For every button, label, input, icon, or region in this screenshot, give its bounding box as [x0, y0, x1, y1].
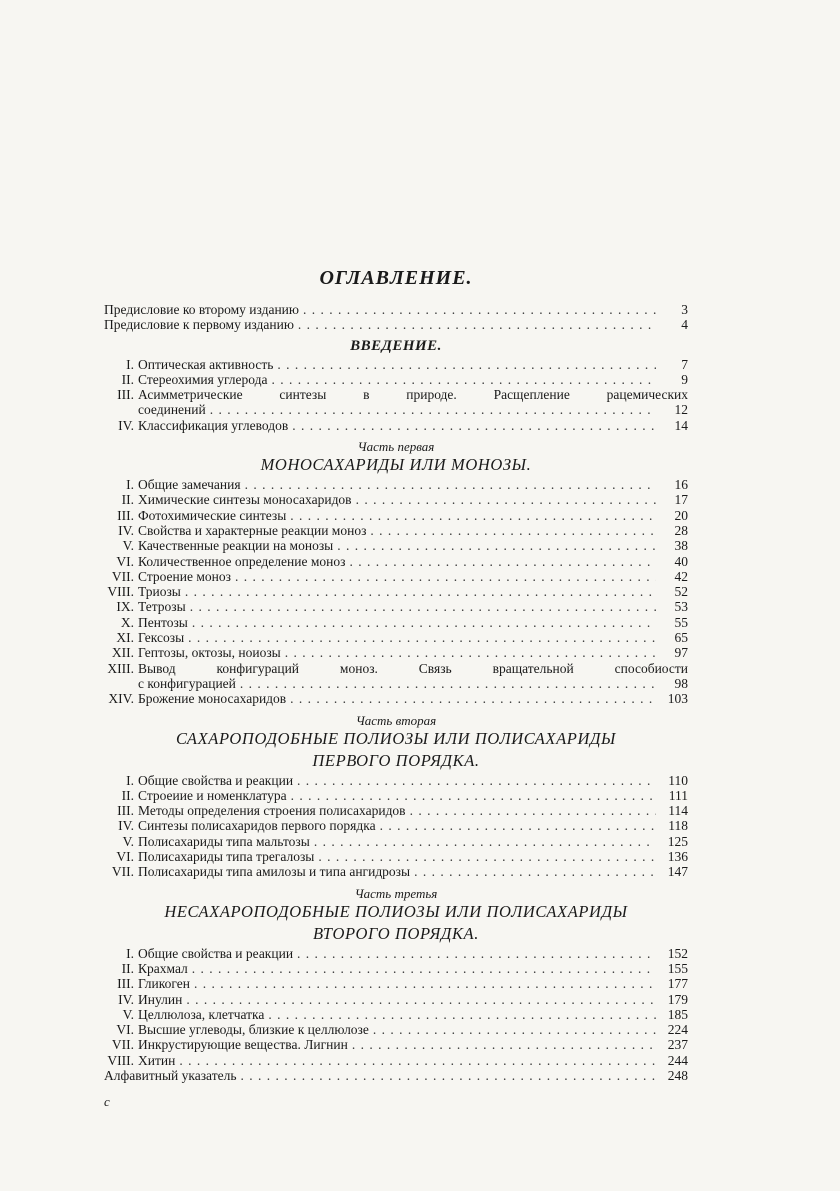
entry-number: XI. [116, 630, 134, 646]
leader-dots [285, 645, 656, 660]
leader-dots [192, 961, 656, 976]
entry-number: I. [126, 477, 134, 493]
entry-number: X. [120, 614, 134, 630]
entry-page: 125 [667, 833, 688, 849]
entry-label: Гексозы [138, 630, 185, 646]
entry-page: 3 [681, 302, 688, 317]
leader-dots [210, 402, 656, 417]
entry-number: VI. [116, 1022, 134, 1038]
entry-page: 248 [667, 1067, 688, 1083]
toc-entry[interactable] [104, 387, 688, 402]
toc-entry[interactable] [104, 773, 688, 788]
part3-title-line1: НЕСАХАРОПОДОБНЫЕ ПОЛИОЗЫ ИЛИ ПОЛИСАХАРИДЫ [164, 901, 628, 921]
entry-number: IX. [116, 599, 134, 615]
entry-label: Классификация углеводов [138, 417, 289, 433]
leader-dots [272, 372, 656, 387]
entry-number: V. [122, 1006, 134, 1022]
leader-dots [290, 691, 656, 706]
entry-number: I. [126, 356, 134, 372]
entry-number: III. [117, 976, 134, 992]
toc-entry[interactable] [104, 477, 688, 492]
entry-label: Инкрустирующие вещества. Лигнин [138, 1037, 348, 1053]
leader-dots [240, 1068, 656, 1083]
prefaces-list [104, 302, 688, 333]
entry-page: 38 [674, 538, 688, 554]
entry-number: III. [117, 507, 134, 523]
toc-entry[interactable] [104, 834, 688, 849]
leader-dots [268, 1007, 656, 1022]
leader-dots [190, 599, 656, 614]
leader-dots [291, 788, 656, 803]
part2-title-line1: САХАРОПОДОБНЫЕ ПОЛИОЗЫ ИЛИ ПОЛИСАХАРИДЫ [175, 728, 617, 748]
entry-label: Общие свойства и реакции [138, 772, 294, 788]
entry-label: Оптическая активность [138, 356, 274, 372]
toc-entry-continuation[interactable] [104, 402, 688, 417]
toc-entry[interactable] [104, 992, 688, 1007]
leader-dots [414, 864, 656, 879]
toc-entry[interactable] [104, 976, 688, 991]
entry-label: Крахмал [138, 960, 188, 976]
entry-page: 185 [667, 1006, 688, 1022]
entry-page: 111 [668, 787, 688, 803]
leader-dots [297, 946, 656, 961]
entry-number: VII. [111, 568, 134, 584]
entry-label: Фотохимические синтезы [138, 507, 287, 523]
entry-page: 9 [681, 371, 688, 387]
entry-page: 114 [668, 803, 688, 819]
entry-page: 16 [674, 477, 688, 493]
entry-page: 177 [667, 976, 688, 992]
toc-entry[interactable] [104, 418, 688, 433]
entry-page: 17 [674, 492, 688, 508]
entry-label: Общие свойства и реакции [138, 945, 294, 961]
entry-label: Общие замечания [138, 477, 241, 493]
entry-page: 28 [674, 522, 688, 538]
entry-number: III. [117, 387, 134, 403]
leader-dots [356, 492, 656, 507]
toc-content [104, 264, 688, 1083]
entry-page: 65 [674, 630, 688, 646]
entry-label: Гептозы, октозы, ноиозы [138, 645, 281, 661]
entry-page: 179 [667, 991, 688, 1007]
index-list [104, 1068, 688, 1083]
toc-entry[interactable] [104, 615, 688, 630]
entry-page: 53 [674, 599, 688, 615]
entry-label: Строеиие и номенклатура [138, 787, 287, 803]
entry-label: Строение моноз [138, 568, 231, 584]
toc-entry[interactable] [104, 508, 688, 523]
entry-page: 4 [681, 317, 688, 333]
entry-label: Полисахариды типа трегалозы [138, 849, 315, 865]
entry-label: Брожение моносахаридов [138, 691, 287, 707]
toc-entry[interactable] [104, 569, 688, 584]
part2-title-line2: ПЕРВОГО ПОРЯДКА. [312, 750, 480, 770]
entry-number: XIV. [108, 691, 134, 707]
toc-entry[interactable] [104, 661, 688, 676]
part2-list [104, 773, 688, 880]
toc-entry[interactable] [104, 818, 688, 833]
page-title: ОГЛАВЛЕНИЕ. [319, 267, 473, 289]
entry-number: IV. [118, 991, 134, 1007]
entry-number: VIII. [107, 1052, 134, 1068]
entry-label: Полисахариды типа мальтозы [138, 833, 310, 849]
entry-label: Хитин [138, 1052, 176, 1068]
entry-page: 136 [667, 849, 688, 865]
entry-label: Гликоген [138, 976, 190, 992]
entry-page: 224 [667, 1022, 688, 1038]
entry-label: Вывод конфигураций моноз. Связь вращательной способиости [138, 660, 688, 676]
toc-entry[interactable] [104, 584, 688, 599]
toc-entry-index[interactable] [104, 1068, 688, 1083]
entry-page: 20 [674, 507, 688, 523]
entry-number: III. [117, 803, 134, 819]
entry-page: 42 [674, 568, 688, 584]
leader-dots [303, 302, 656, 317]
entry-number: II. [121, 787, 134, 803]
entry-page: 118 [668, 818, 688, 834]
entry-page: 98 [674, 675, 688, 691]
entry-number: VII. [111, 1037, 134, 1053]
part1-label: Часть первая [357, 439, 435, 455]
entry-page: 237 [667, 1037, 688, 1053]
entry-number: V. [122, 833, 134, 849]
toc-entry[interactable] [104, 630, 688, 645]
leader-dots [297, 773, 656, 788]
entry-number: I. [126, 772, 134, 788]
leader-dots [194, 976, 656, 991]
leader-dots [240, 676, 656, 691]
entry-label: Свойства и характерные реакции моноз [138, 522, 367, 538]
leader-dots [298, 317, 656, 332]
part3-list [104, 946, 688, 1068]
entry-label: Высшие углеводы, близкие к целлюлозе [138, 1022, 369, 1038]
entry-page: 40 [674, 553, 688, 569]
leader-dots [186, 992, 656, 1007]
entry-number: V. [122, 538, 134, 554]
entry-number: IV. [118, 818, 134, 834]
toc-entry[interactable] [104, 803, 688, 818]
entry-number: VI. [116, 849, 134, 865]
entry-label: Химические синтезы моносахаридов [138, 492, 352, 508]
entry-label: Качественные реакции на монозы [138, 538, 334, 554]
entry-page: 12 [674, 402, 688, 418]
entry-page: 244 [667, 1052, 688, 1068]
toc-entry[interactable] [104, 645, 688, 660]
part2-label: Часть вторая [355, 712, 437, 728]
entry-number: I. [126, 945, 134, 961]
entry-page: 155 [667, 960, 688, 976]
toc-entry[interactable] [104, 691, 688, 706]
leader-dots [352, 1037, 656, 1052]
entry-number: II. [121, 960, 134, 976]
intro-title: ВВЕДЕНИЕ. [350, 337, 442, 354]
entry-number: IV. [118, 417, 134, 433]
entry-page: 103 [667, 691, 688, 707]
leader-dots [235, 569, 656, 584]
toc-entry[interactable] [104, 523, 688, 538]
leader-dots [192, 615, 656, 630]
entry-label: Методы определения строения полисахаридов [138, 803, 406, 819]
leader-dots [179, 1053, 656, 1068]
entry-label: Пентозы [138, 614, 188, 630]
entry-page: 7 [681, 356, 688, 372]
leader-dots [337, 538, 656, 553]
toc-entry[interactable] [104, 1053, 688, 1068]
entry-number: IV. [118, 522, 134, 538]
entry-page: 110 [668, 772, 688, 788]
entry-label: Инулин [138, 991, 183, 1007]
leader-dots [185, 584, 656, 599]
entry-number: XIII. [107, 660, 134, 676]
toc-entry[interactable] [104, 317, 688, 332]
entry-label: Целлюлоза, клетчатка [138, 1006, 265, 1022]
leader-dots [292, 418, 656, 433]
toc-entry[interactable] [104, 788, 688, 803]
leader-dots [314, 834, 656, 849]
entry-label: Стереохимия углерода [138, 371, 268, 387]
leader-dots [370, 523, 656, 538]
toc-entry[interactable] [104, 302, 688, 317]
toc-entry[interactable] [104, 1037, 688, 1052]
toc-entry[interactable] [104, 372, 688, 387]
entry-label: Количественное определение моноз [138, 553, 346, 569]
leader-dots [380, 818, 656, 833]
entry-page: 97 [674, 645, 688, 661]
leader-dots [290, 508, 656, 523]
entry-number: VI. [116, 553, 134, 569]
entry-number: VII. [111, 864, 134, 880]
toc-entry[interactable] [104, 599, 688, 614]
entry-page: 152 [667, 945, 688, 961]
leader-dots [373, 1022, 656, 1037]
entry-page: 52 [674, 584, 688, 600]
part1-title: МОНОСАХАРИДЫ ИЛИ МОНОЗЫ. [260, 455, 532, 475]
toc-entry[interactable] [104, 849, 688, 864]
entry-number: II. [121, 371, 134, 387]
toc-entry[interactable] [104, 946, 688, 961]
entry-number: XII. [111, 645, 134, 661]
toc-entry[interactable] [104, 492, 688, 507]
entry-label: Синтезы полисахаридов первого порядка [138, 818, 376, 834]
leader-dots [188, 630, 656, 645]
part3-label: Часть третья [354, 885, 438, 901]
entry-page: 147 [667, 864, 688, 880]
toc-entry[interactable] [104, 538, 688, 553]
entry-label: Предисловие к первому изданию [104, 317, 294, 333]
entry-label-continuation: соединений [138, 402, 206, 418]
toc-entry[interactable] [104, 864, 688, 879]
footer-mark: с [104, 1094, 110, 1109]
entry-number: II. [121, 492, 134, 508]
toc-entry[interactable] [104, 961, 688, 976]
entry-label: Триозы [138, 584, 181, 600]
intro-list [104, 357, 688, 433]
entry-label: Полисахариды типа амилозы и типа ангидрозы [138, 864, 411, 880]
entry-page: 14 [674, 417, 688, 433]
toc-entry[interactable] [104, 554, 688, 569]
part1-list [104, 477, 688, 706]
leader-dots [349, 554, 656, 569]
leader-dots [410, 803, 656, 818]
entry-label: Тетрозы [138, 599, 186, 615]
entry-label-continuation: с конфигурацией [138, 675, 236, 691]
entry-label: Предисловие ко второму изданию [104, 302, 299, 317]
entry-number: VIII. [107, 584, 134, 600]
leader-dots [277, 357, 656, 372]
leader-dots [245, 477, 656, 492]
entry-label: Асимметрические синтезы в природе. Расщепление рацемических [138, 387, 688, 403]
toc-entry[interactable] [104, 357, 688, 372]
leader-dots [318, 849, 656, 864]
entry-page: 55 [674, 614, 688, 630]
toc-entry[interactable] [104, 1022, 688, 1037]
part3-title-line2: ВТОРОГО ПОРЯДКА. [313, 923, 479, 943]
toc-entry-continuation[interactable] [104, 676, 688, 691]
toc-entry[interactable] [104, 1007, 688, 1022]
entry-label: Алфавитный указатель [104, 1067, 237, 1083]
